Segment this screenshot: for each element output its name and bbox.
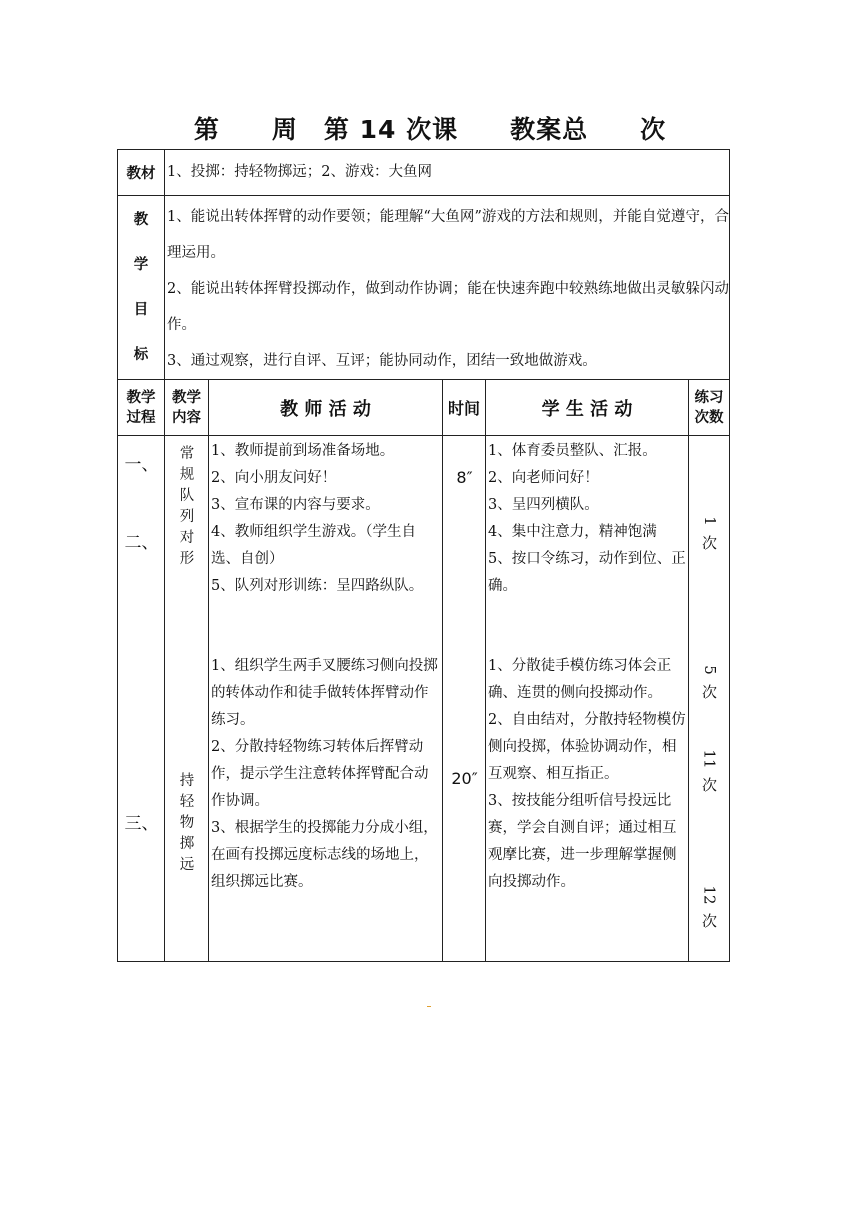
process-cell xyxy=(118,436,165,962)
practice-count-number: 5 xyxy=(700,665,719,675)
goals-text xyxy=(165,196,730,380)
practice-count-unit: 次 xyxy=(701,534,717,552)
time-cell xyxy=(443,436,486,962)
teacher-activity: 2、分散持轻物练习转体后挥臂动作，提示学生注意转体挥臂配合动作协调。 xyxy=(211,739,429,809)
stray-mark xyxy=(427,1006,431,1007)
practice-count-unit: 次 xyxy=(701,912,717,930)
header-student: 学 生 活 动 xyxy=(486,380,689,436)
practice-count-unit: 次 xyxy=(701,776,717,794)
practice-count-cell xyxy=(689,436,730,962)
header-content-line: 内容 xyxy=(172,409,201,426)
teacher-activity: 2、向小朋友问好！ xyxy=(211,470,337,486)
practice-count xyxy=(689,659,730,703)
lesson-body-row xyxy=(118,436,730,962)
header-content-line: 教学 xyxy=(172,389,201,406)
teacher-activity: 3、宣布课的内容与要求。 xyxy=(211,497,380,513)
teacher-activity: 4、教师组织学生游戏。（学生自选、自创） xyxy=(211,524,416,567)
process-step: 一、 xyxy=(124,455,159,475)
content-throw xyxy=(165,771,209,876)
material-label: 教材 xyxy=(118,150,165,196)
student-activities-cell xyxy=(486,436,689,962)
student-activity: 3、呈四列横队。 xyxy=(488,497,599,513)
student-activity: 4、集中注意力，精神饱满 xyxy=(488,524,657,540)
material-row xyxy=(118,150,730,196)
practice-count-number: 11 xyxy=(700,749,719,769)
header-count xyxy=(689,380,730,436)
header-teacher: 教 师 活 动 xyxy=(209,380,443,436)
student-activity: 1、体育委员整队、汇报。 xyxy=(488,443,657,459)
teacher-activity: 1、组织学生两手叉腰练习侧向投掷的转体动作和徒手做转体挥臂动作练习。 xyxy=(211,658,438,728)
practice-count-number: 12 xyxy=(700,885,719,905)
header-count-line: 练习 xyxy=(694,389,724,406)
goals-label xyxy=(118,196,165,380)
header-count-line: 次数 xyxy=(694,409,724,426)
page-title: 第 周 第 14 次课 教案总 次 xyxy=(193,115,667,144)
goal-item: 1、能说出转体挥臂的动作要领；能理解“大鱼网”游戏的方法和规则，并能自觉遵守，合理运用。 xyxy=(167,209,730,261)
student-activity: 5、按口令练习，动作到位、正确。 xyxy=(488,551,686,594)
process-step: 三、 xyxy=(124,814,159,834)
teacher-activities-cell xyxy=(209,436,443,962)
material-text: 1、投掷：持轻物掷远；2、游戏：大鱼网 xyxy=(165,150,730,196)
header-content xyxy=(165,380,209,436)
practice-count xyxy=(689,510,730,554)
goals-row xyxy=(118,196,730,380)
goals-label-char: 教 xyxy=(133,211,149,228)
student-activity: 2、自由结对，分散持轻物模仿侧向投掷，体验协调动作，相互观察、相互指正。 xyxy=(488,712,686,782)
practice-count-unit: 次 xyxy=(701,683,717,701)
student-activity: 2、向老师问好！ xyxy=(488,470,599,486)
header-process-line: 教学 xyxy=(126,389,156,406)
goals-label-char: 学 xyxy=(133,256,149,273)
teacher-activity: 1、教师提前到场准备场地。 xyxy=(211,443,395,459)
lesson-plan-table xyxy=(117,149,730,962)
practice-count xyxy=(689,884,730,932)
process-step: 二、 xyxy=(124,533,159,553)
goals-label-char: 目 xyxy=(133,301,149,318)
header-process xyxy=(118,380,165,436)
content-cell xyxy=(165,436,209,962)
content-routine xyxy=(165,444,209,570)
header-process-line: 过程 xyxy=(126,409,156,426)
teacher-activity: 3、根据学生的投掷能力分成小组，在画有投掷远度标志线的场地上，组织掷远比赛。 xyxy=(211,820,438,890)
time-value: 8″ xyxy=(456,468,473,487)
goal-item: 3、通过观察，进行自评、互评；能协同动作，团结一致地做游戏。 xyxy=(167,353,597,369)
teacher-activity: 5、队列对形训练：呈四路纵队。 xyxy=(211,578,424,594)
goal-item: 2、能说出转体挥臂投掷动作，做到动作协调；能在快速奔跑中较熟练地做出灵敏躲闪动作。 xyxy=(167,281,730,333)
content-throw-text: 持轻物掷远 xyxy=(179,773,195,873)
time-value: 20″ xyxy=(451,769,478,788)
goals-label-char: 标 xyxy=(133,346,149,363)
column-header-row xyxy=(118,380,730,436)
practice-count xyxy=(689,748,730,796)
student-activity: 1、分散徒手模仿练习体会正确、连贯的侧向投掷动作。 xyxy=(488,658,672,701)
student-activity: 3、按技能分组听信号投远比赛，学会自测自评；通过相互观摩比赛，进一步理解掌握侧向投掷动作。 xyxy=(488,793,677,890)
content-routine-text: 常规 队列对形 xyxy=(179,446,209,567)
practice-count-number: 1 xyxy=(700,516,719,526)
header-time: 时间 xyxy=(443,380,486,436)
